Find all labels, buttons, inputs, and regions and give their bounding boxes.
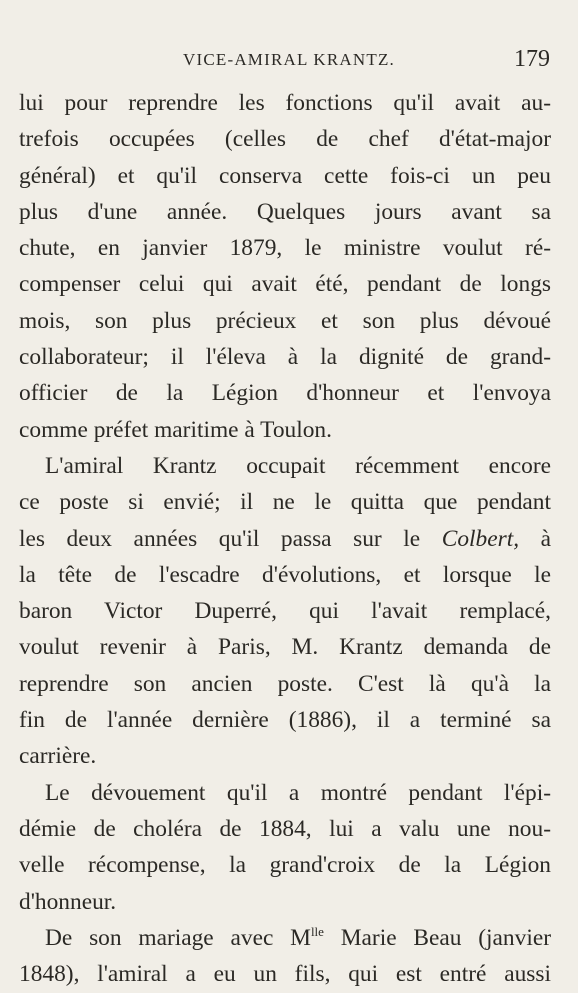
text-line: reprendre son ancien poste. C'est là qu'à la <box>19 670 551 697</box>
text-line: chute, en janvier 1879, le ministre voulut ré- <box>19 235 551 262</box>
body-text <box>19 85 551 992</box>
text-line: général) et qu'il conserva cette fois-ci un peu <box>19 162 551 189</box>
text-segment: les deux années qu'il passa sur le <box>19 525 421 552</box>
text-line: baron Victor Duperré, qui l'avait remplacé, <box>19 598 551 625</box>
text-line: voulut revenir à Paris, M. Krantz demanda de <box>19 634 551 661</box>
text-line <box>19 521 551 557</box>
text-line: collaborateur; il l'éleva à la dignité de grand- <box>19 344 551 371</box>
text-line: ce poste si envié; il ne le quitta que pendant <box>19 489 551 516</box>
text-line: compenser celui qui avait été, pendant de longs <box>19 271 551 298</box>
text-line: la tête de l'escadre d'évolutions, et lorsque le <box>19 561 551 588</box>
text-segment: De son mariage avec M <box>45 924 311 951</box>
ship-name: Colbert, <box>441 525 520 552</box>
text-line: mois, son plus précieux et son plus dévoué <box>19 307 551 334</box>
text-line: lui pour reprendre les fonctions qu'il avait au- <box>19 90 551 116</box>
text-line: velle récompense, la grand'croix de la Légion <box>19 852 551 879</box>
text-line: officier de la Légion d'honneur et l'envoya <box>19 380 551 407</box>
text-line: 1848), l'amiral a eu un fils, qui est entré aussi <box>19 961 551 988</box>
text-line: démie de choléra de 1884, lui a valu une nou- <box>19 815 551 842</box>
text-line: fin de l'année dernière (1886), il a terminé sa <box>19 707 551 734</box>
text-segment: à <box>540 525 551 552</box>
text-line: carrière. <box>19 743 97 770</box>
paragraph-start-line <box>19 920 551 956</box>
page-header <box>0 46 578 82</box>
paragraph-start-line: Le dévouement qu'il a montré pendant l'épi- <box>45 779 551 806</box>
page-number: 179 <box>514 46 550 72</box>
text-line: plus d'une année. Quelques jours avant sa <box>19 198 551 225</box>
text-segment: Marie Beau (janvier <box>340 924 551 951</box>
text-line: trefois occupées (celles de chef d'état-major <box>19 126 551 153</box>
text-line: d'honneur. <box>19 888 117 915</box>
text-line: comme préfet maritime à Toulon. <box>19 416 332 443</box>
paragraph-start-line: L'amiral Krantz occupait récemment encore <box>45 452 551 479</box>
running-title: VICE-AMIRAL KRANTZ. <box>183 50 395 69</box>
superscript: lle <box>310 924 324 940</box>
